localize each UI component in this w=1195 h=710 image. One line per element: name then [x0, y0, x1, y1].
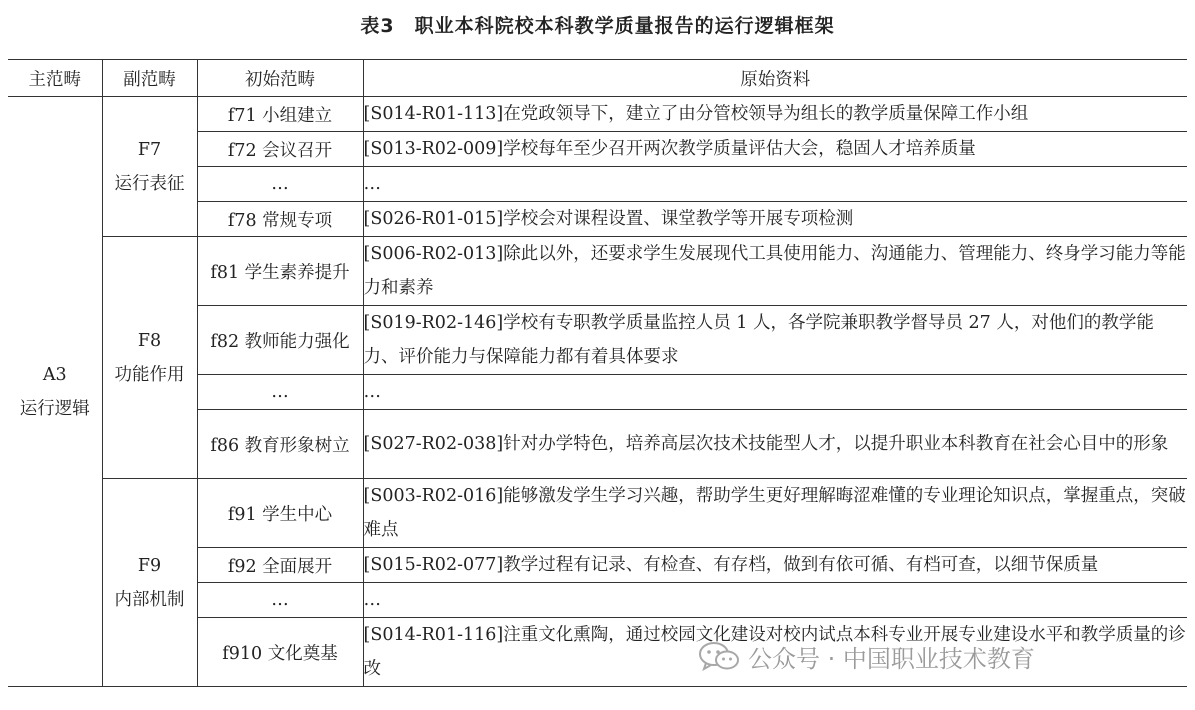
- initial-category-cell: f71 小组建立: [197, 97, 363, 132]
- raw-material-cell: [S015-R02-077]教学过程有记录、有检查、有存档，做到有依可循、有档可查，以细节保质量: [363, 548, 1187, 583]
- header-row: [8, 60, 1187, 97]
- initial-category-cell: …: [197, 583, 363, 618]
- header-main-category: 主范畴: [8, 60, 102, 97]
- watermark-text: 公众号 · 中国职业技术教育: [748, 644, 1035, 673]
- initial-category-cell: f910 文化奠基: [197, 618, 363, 687]
- header-raw-material: 原始资料: [363, 60, 1187, 97]
- sub-category-name: 功能作用: [114, 364, 185, 385]
- initial-category-cell: f81 学生素养提升: [197, 237, 363, 306]
- raw-material-cell: [S013-R02-009]学校每年至少召开两次教学质量评估大会，稳固人才培养质量: [363, 132, 1187, 167]
- sub-category-cell-f7: [102, 97, 197, 237]
- sub-category-cell-f9: [102, 479, 197, 687]
- main-category-name: 运行逻辑: [19, 398, 90, 419]
- raw-material-cell: [S019-R02-146]学校有专职教学质量监控人员 1 人，各学院兼职教学督导员 27 人，对他们的教学能力、评价能力与保障能力都有着具体要求: [363, 306, 1187, 375]
- watermark: [698, 636, 1035, 676]
- sub-category-name: 运行表征: [114, 173, 185, 194]
- main-category-code: A3: [42, 364, 67, 385]
- initial-category-cell: f92 全面展开: [197, 548, 363, 583]
- initial-category-cell: f91 学生中心: [197, 479, 363, 548]
- sub-category-code: F7: [137, 139, 162, 160]
- initial-category-cell: f72 会议召开: [197, 132, 363, 167]
- header-sub-category: 副范畴: [102, 60, 197, 97]
- initial-category-cell: f86 教育形象树立: [197, 410, 363, 479]
- raw-material-cell: [S027-R02-038]针对办学特色，培养高层次技术技能型人才，以提升职业本科教育在社会心目中的形象: [363, 410, 1187, 479]
- initial-category-cell: …: [197, 167, 363, 202]
- raw-material-cell: …: [363, 375, 1187, 410]
- table-row: [8, 97, 1187, 132]
- table-row: [8, 237, 1187, 306]
- raw-material-cell: [S014-R01-116]注重文化熏陶，通过校园文化建设对校内试点本科专业开展专业建设水平和教学质量的诊改: [363, 618, 1187, 687]
- main-category-cell: [8, 97, 102, 687]
- sub-category-code: F9: [137, 555, 162, 576]
- wechat-icon: [698, 640, 740, 672]
- sub-category-name: 内部机制: [114, 589, 185, 610]
- table-title: 表3 职业本科院校本科教学质量报告的运行逻辑框架: [360, 15, 835, 37]
- initial-category-cell: f78 常规专项: [197, 202, 363, 237]
- raw-material-cell: [S003-R02-016]能够激发学生学习兴趣，帮助学生更好理解晦涩难懂的专业理论知识点，掌握重点，突破难点: [363, 479, 1187, 548]
- initial-category-cell: …: [197, 375, 363, 410]
- table-row: [8, 479, 1187, 548]
- raw-material-cell: …: [363, 167, 1187, 202]
- raw-material-cell: [S006-R02-013]除此以外，还要求学生发展现代工具使用能力、沟通能力、管理能力、终身学习能力等能力和素养: [363, 237, 1187, 306]
- raw-material-cell: [S026-R01-015]学校会对课程设置、课堂教学等开展专项检测: [363, 202, 1187, 237]
- raw-material-cell: [S014-R01-113]在党政领导下，建立了由分管校领导为组长的教学质量保障工作小组: [363, 97, 1187, 132]
- header-initial-category: 初始范畴: [197, 60, 363, 97]
- sub-category-code: F8: [137, 330, 162, 351]
- framework-table: [8, 59, 1187, 687]
- raw-material-cell: …: [363, 583, 1187, 618]
- sub-category-cell-f8: [102, 237, 197, 479]
- initial-category-cell: f82 教师能力强化: [197, 306, 363, 375]
